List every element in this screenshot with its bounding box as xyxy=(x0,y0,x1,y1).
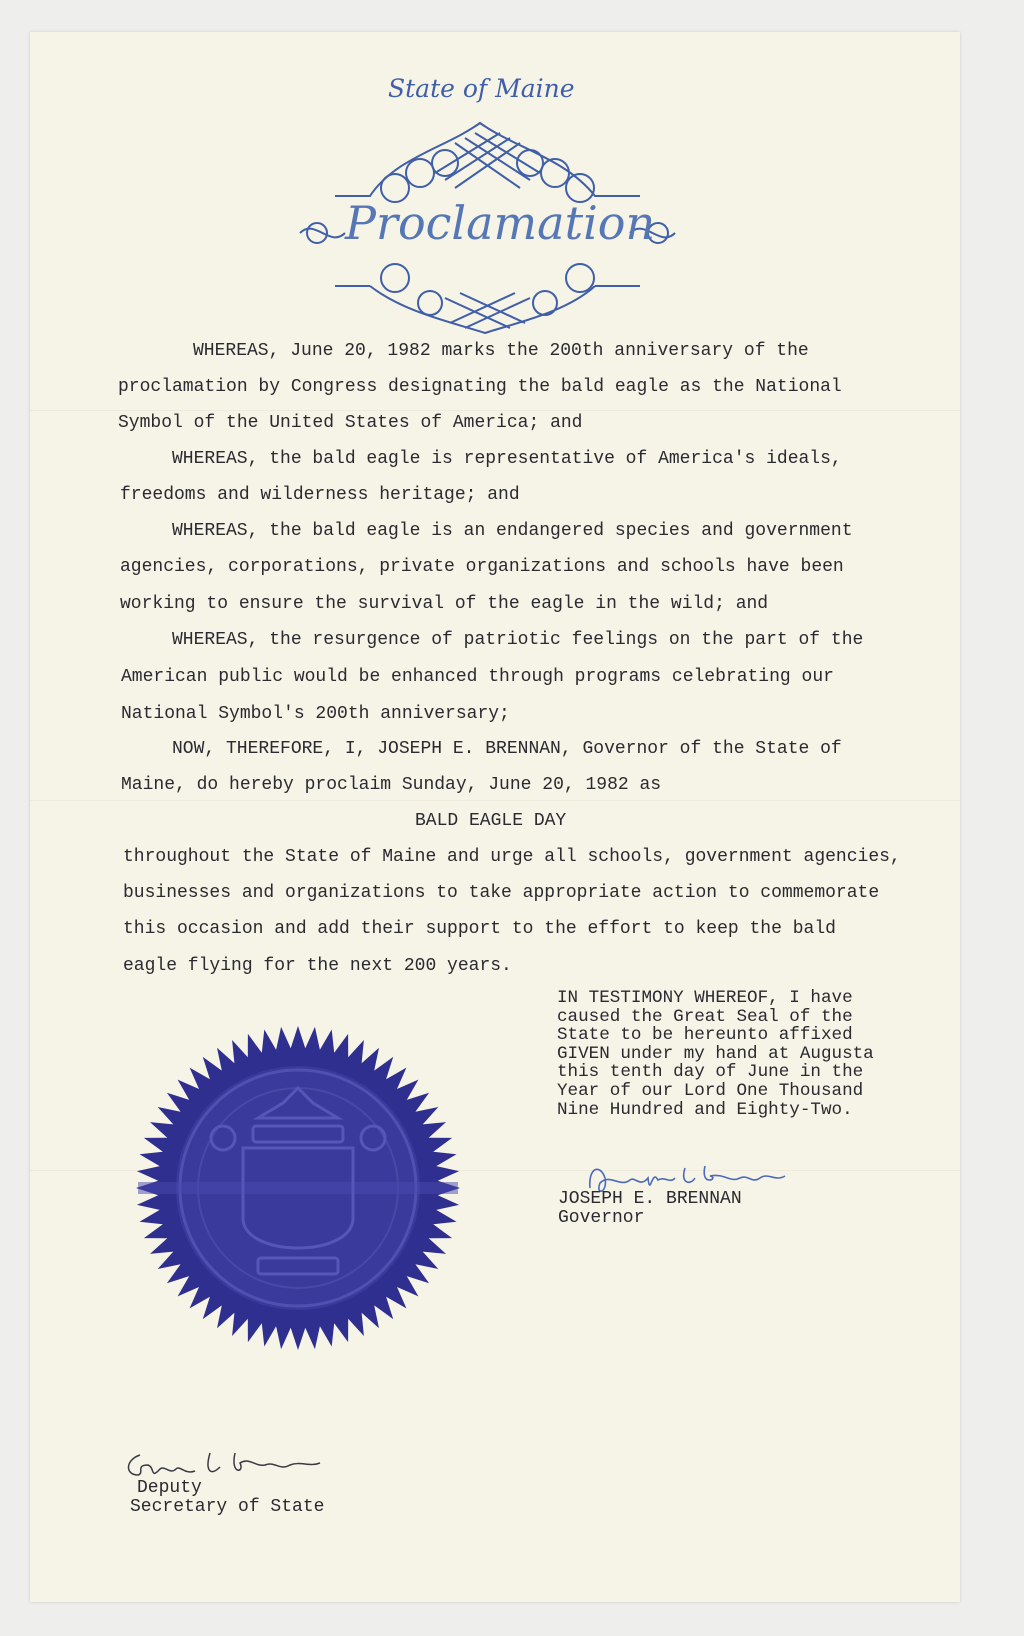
body-line: this occasion and add their support to the effort to keep the bald xyxy=(123,919,836,939)
testimony-line: IN TESTIMONY WHEREOF, I have xyxy=(557,988,853,1008)
body-line: proclamation by Congress designating the bald eagle as the National xyxy=(118,377,842,397)
proclamation-title: Proclamation xyxy=(345,196,656,250)
body-line: businesses and organizations to take appropriate action to commemorate xyxy=(123,883,880,903)
body-line: WHEREAS, the resurgence of patriotic feelings on the part of the xyxy=(172,630,864,650)
body-line: throughout the State of Maine and urge all schools, government agencies, xyxy=(123,847,901,867)
body-line: working to ensure the survival of the eagle in the wild; and xyxy=(120,594,769,614)
body-line: Symbol of the United States of America; and xyxy=(118,413,583,433)
body-line: WHEREAS, the bald eagle is representative of America's ideals, xyxy=(172,449,842,469)
body-line: NOW, THEREFORE, I, JOSEPH E. BRENNAN, Governor of the State of xyxy=(172,739,842,759)
governor-name: JOSEPH E. BRENNAN xyxy=(558,1189,742,1209)
body-line: freedoms and wilderness heritage; and xyxy=(120,485,520,505)
body-line: American public would be enhanced through programs celebrating our xyxy=(121,667,834,687)
great-seal-of-maine xyxy=(135,1025,461,1351)
deputy-title: Deputy xyxy=(137,1478,202,1498)
proclaimed-day-title: BALD EAGLE DAY xyxy=(415,811,567,831)
body-line: agencies, corporations, private organizations and schools have been xyxy=(120,557,844,577)
fold-line xyxy=(30,410,960,412)
testimony-line: State to be hereunto affixed xyxy=(557,1025,853,1046)
secretary-of-state-title: Secretary of State xyxy=(130,1497,325,1517)
body-line: WHEREAS, June 20, 1982 marks the 200th anniversary of the xyxy=(193,341,809,361)
testimony-line: Nine Hundred and Eighty-Two. xyxy=(557,1099,853,1120)
governor-title: Governor xyxy=(558,1208,645,1228)
body-line: eagle flying for the next 200 years. xyxy=(123,956,512,976)
testimony-line: caused the Great Seal of the xyxy=(557,1006,853,1027)
testimony-line: Year of our Lord One Thousand xyxy=(557,1081,864,1101)
testimony-line: this tenth day of June in the xyxy=(557,1062,864,1083)
fold-line xyxy=(30,800,960,802)
testimony-line: GIVEN under my hand at Augusta xyxy=(557,1043,874,1064)
body-line: WHEREAS, the bald eagle is an endangered species and government xyxy=(172,521,853,541)
body-line: Maine, do hereby proclaim Sunday, June 20, 1982 as xyxy=(121,775,662,795)
state-heading: State of Maine xyxy=(388,74,575,103)
body-line: National Symbol's 200th anniversary; xyxy=(121,704,510,724)
